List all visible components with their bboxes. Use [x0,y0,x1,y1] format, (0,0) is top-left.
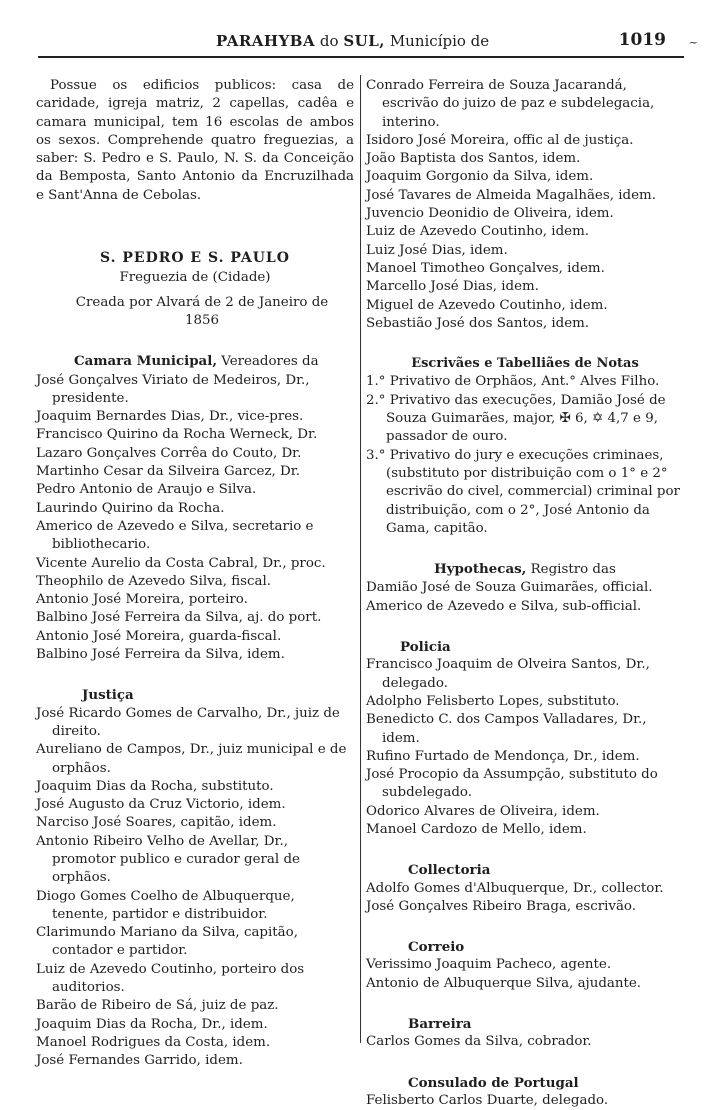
policia-entry: Adolpho Felisberto Lopes, substituto. [366,693,620,709]
running-title [216,32,489,50]
policia-entry: José Procopio da Assumpção, substituto do subdelegado. [366,767,658,801]
justica-entry: José Ricardo Gomes de Carvalho, Dr., juiz de direito. [36,705,340,739]
camara-entry: Antonio José Moreira, porteiro. [36,592,248,608]
official-entry: Sebastião José dos Santos, idem. [366,315,590,331]
notas-entry [366,392,684,447]
notas-list [366,373,684,538]
justica-heading: Justiça [82,687,134,704]
justica-list [36,705,354,1071]
camara-entry: Pedro Antonio de Araujo e Silva. [36,482,257,498]
policia-heading: Policia [400,639,451,656]
consulado-heading: Consulado de Portugal [408,1074,579,1091]
justica-entry: Narciso José Soares, capitão, idem. [36,815,277,831]
camara-heading [36,352,354,371]
right-column [366,77,684,1110]
justica-entry: Barão de Ribeiro de Sá, juiz de paz. [36,998,279,1014]
notas-text: Privativo de Orphãos, Ant.° Alves Filho. [389,374,660,390]
camara-entry: Francisco Quirino da Rocha Werneck, Dr. [36,427,318,443]
hypothecas-subtitle: Registro das [530,562,616,578]
correio-heading: Correio [408,939,465,956]
official-entry: Luiz de Azevedo Coutinho, idem. [366,224,590,240]
parish-title: S. PEDRO E S. PAULO [100,250,290,267]
consulado-entry: Felisberto Carlos Duarte, delegado. [366,1092,609,1108]
hypothecas-list [366,579,684,616]
camara-entry: Balbino José Ferreira da Silva, idem. [36,647,285,663]
correio-entry: Verissimo Joaquim Pacheco, agente. [366,957,612,973]
title-place-2: SUL, [343,32,386,50]
notas-number: 2.° [366,392,390,408]
title-connector: do [319,32,339,50]
camara-entry: Americo de Azevedo e Silva, secretario e bibliothecario. [36,518,314,553]
consulado-list [366,1092,684,1110]
justica-entry: Manoel Rodrigues da Costa, idem. [36,1034,271,1050]
margin-mark: ~ [688,36,698,49]
camara-subtitle: Vereadores da [221,354,319,370]
camara-entry: Lazaro Gonçalves Corrêa do Couto, Dr. [36,445,302,461]
barreira-heading: Barreira [408,1016,472,1033]
hypothecas-heading [366,560,684,579]
official-entry: José Tavares de Almeida Magalhães, idem. [366,187,656,203]
intro-paragraph: Possue os edificios publicos: casa de caridade, igreja matriz, 2 capellas, cadêa e camara municipal, tem 16 escolas de ambos os sexos. Comprehende quatro freguezias, a saber: S. Pedro e S. Paulo, N. S. da Conceição da Bemposta, Santo Antonio da Encruzilhada e Sant'Anna de Cebolas. [36,78,354,203]
hypothecas-title: Hypothecas, [434,561,527,578]
parish-subtitle: Freguezia de (Cidade) [119,270,271,286]
collectoria-list [366,880,684,917]
camara-title: Camara Municipal, [74,353,217,370]
page-header [38,30,698,54]
official-entry: Manoel Timotheo Gonçalves, idem. [366,260,605,276]
left-column [36,77,354,1071]
official-entry: Isidoro José Moreira, offic al de justiça. [366,132,634,148]
camara-list [36,372,354,665]
policia-entry: Manoel Cardozo de Mello, idem. [366,821,587,837]
policia-entry: Rufino Furtado de Mendonça, Dr., idem. [366,748,640,764]
notas-heading: Escrivães e Tabelliães de Notas [411,356,639,372]
collectoria-entry: José Gonçalves Ribeiro Braga, escrivão. [366,898,637,914]
barreira-list [366,1033,684,1051]
notas-number: 1.° [366,374,390,390]
policia-entry: Francisco Joaquim de Olveira Santos, Dr., delegado. [366,657,650,691]
title-municipio: Município de [389,32,490,50]
official-entry: Miguel de Azevedo Coutinho, idem. [366,297,608,313]
policia-entry: Odorico Alvares de Oliveira, idem. [366,803,600,819]
collectoria-entry: Adolfo Gomes d'Albuquerque, Dr., collector. [366,880,664,896]
justica-entry: Clarimundo Mariano da Silva, capitão, contador e partidor. [36,925,298,959]
camara-entry: Antonio José Moreira, guarda-fiscal. [36,628,282,644]
correio-entry: Antonio de Albuquerque Silva, ajudante. [366,975,642,991]
title-place: PARAHYBA [216,32,316,50]
barreira-entry: Carlos Gomes da Silva, cobrador. [366,1034,592,1050]
officials-list [366,77,684,333]
notas-entry [366,447,684,538]
justica-entry: Diogo Gomes Coelho de Albuquerque, tenente, partidor e distribuidor. [36,888,295,922]
header-rule [38,56,684,58]
justica-entry: Luiz de Azevedo Coutinho, porteiro dos auditorios. [36,961,305,996]
official-entry: João Baptista dos Santos, idem. [366,151,581,167]
camara-entry: Vicente Aurelio da Costa Cabral, Dr., proc. [36,555,326,571]
hypothecas-entry: Americo de Azevedo e Silva, sub-official. [366,598,642,614]
official-entry: Conrado Ferreira de Souza Jacarandá, escrivão do juizo de paz e subdelegacia, interino. [366,78,655,130]
camara-entry: Theophilo de Azevedo Silva, fiscal. [36,573,272,589]
creation-note: Creada por Alvará de 2 de Janeiro de 1856 [75,294,329,328]
page-number: 1019 [618,30,666,50]
notas-entry [366,373,684,391]
camara-entry: Martinho Cesar da Silveira Garcez, Dr. [36,464,300,480]
column-divider [360,75,361,1043]
correio-list [366,956,684,993]
justica-entry: José Augusto da Cruz Victorio, idem. [36,797,286,813]
notas-text: Privativo do jury e execuções criminaes, (substituto por distribuição com o 1° e 2° escrivão do civel, commercial) criminal por distribuição, com o 2°, José Antonio da Gama, capitão. [386,447,680,536]
camara-entry: Balbino José Ferreira da Silva, aj. do port. [36,610,322,626]
collectoria-heading: Collectoria [408,862,491,879]
justica-entry: Joaquim Dias da Rocha, Dr., idem. [36,1016,268,1032]
camara-entry: Joaquim Bernardes Dias, Dr., vice-pres. [36,409,304,425]
policia-entry: Benedicto C. dos Campos Valladares, Dr., idem. [366,712,647,746]
hypothecas-entry: Damião José de Souza Guimarães, official. [366,580,653,596]
official-entry: Marcello José Dias, idem. [366,279,540,295]
notas-number: 3.° [366,447,390,463]
camara-entry: José Gonçalves Viriato de Medeiros, Dr., presidente. [36,372,310,406]
justica-entry: José Fernandes Garrido, idem. [36,1053,243,1069]
camara-entry: Laurindo Quirino da Rocha. [36,500,225,516]
official-entry: Luiz José Dias, idem. [366,242,508,258]
official-entry: Joaquim Gorgonio da Silva, idem. [366,169,594,185]
official-entry: Juvencio Deonidio de Oliveira, idem. [366,206,614,222]
justica-entry: Antonio Ribeiro Velho de Avellar, Dr., promotor publico e curador geral de orphãos. [36,833,300,886]
justica-entry: Joaquim Dias da Rocha, substituto. [36,778,274,794]
justica-entry: Aureliano de Campos, Dr., juiz municipal e de orphãos. [36,742,347,776]
notas-text: Privativo das execuções, Damião José de Souza Guimarães, major, ✠ 6, ✡ 4,7 e 9, passador de ouro. [386,392,666,445]
policia-list [366,656,684,839]
